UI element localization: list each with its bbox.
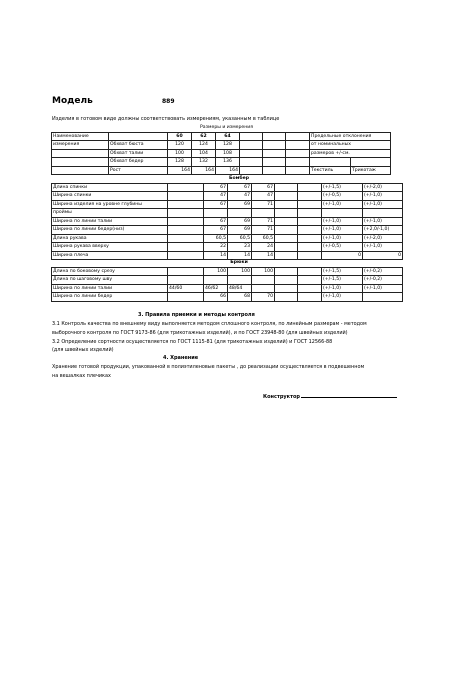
- row-label: Обхват талии: [109, 149, 168, 158]
- bomber-table: [51, 175, 403, 260]
- cell-value: 164: [168, 166, 192, 175]
- cell: [168, 267, 204, 276]
- cell: [275, 209, 298, 218]
- cell: [168, 243, 204, 252]
- cell-value: 128: [216, 141, 240, 150]
- cell-value: 71: [252, 200, 275, 209]
- cell-value: 67: [252, 183, 275, 192]
- cell: [275, 234, 298, 243]
- name-label: Наименование: [52, 132, 109, 141]
- para-3-1-line2: выборочного контроля по ГОСТ 9173-86 (для трикотажных изделий), и по ГОСТ 23948-80 (для швейных изделий): [52, 330, 348, 336]
- cell: [168, 226, 204, 235]
- cell: [168, 200, 204, 209]
- table-row: [52, 200, 403, 209]
- cell-value: [204, 276, 228, 285]
- tolerance-textile: (+/-1,5): [322, 267, 363, 276]
- cell-value: [252, 276, 275, 285]
- cell-value: 69: [228, 200, 252, 209]
- row-label: Длина по шаговому шву: [52, 276, 168, 285]
- signature-underline: [301, 392, 397, 398]
- para-3-2-line1: 3.2 Определение сортности осуществляется по ГОСТ 1115-81 (для трикотажных изделий) и ГОСТ 12566-88: [52, 339, 333, 345]
- cell-value: 100: [204, 267, 228, 276]
- cell-value: 67: [204, 183, 228, 192]
- tolerance-knit: (+/-1,0): [363, 192, 403, 201]
- tolerance-knit: 0: [363, 251, 403, 260]
- tolerance-textile: (+/-1,0): [322, 293, 363, 302]
- bomber-title: Бомбер: [228, 176, 250, 181]
- cell-value: 14: [228, 251, 252, 260]
- tolerance-line2: от номинальных: [310, 141, 391, 150]
- row-label: Длина по боковому срезу: [52, 267, 168, 276]
- cell: [168, 183, 204, 192]
- pants-table: [51, 259, 403, 302]
- tolerance-textile: (+/-1,0): [322, 284, 363, 293]
- row-label: Ширина по линии талии: [52, 217, 168, 226]
- cell-value: 60,5: [204, 234, 228, 243]
- para-3-2-line2: (для швейных изделий): [52, 347, 114, 353]
- tolerance-knit: (+/-0,2): [363, 276, 403, 285]
- cell: [252, 284, 275, 293]
- cell: [168, 209, 204, 218]
- model-number: 889: [162, 98, 175, 105]
- tolerance-textile: [322, 209, 363, 218]
- cell: [298, 276, 322, 285]
- cell: [168, 192, 204, 201]
- cell: [275, 276, 298, 285]
- row-label: проймы: [52, 209, 168, 218]
- constructor-signature-line: [263, 392, 397, 400]
- sizes-table: [51, 124, 391, 175]
- row-label: Обхват бюста: [109, 141, 168, 150]
- cell-value: 67: [204, 217, 228, 226]
- sizes-caption: Размеры и измерения: [200, 125, 253, 130]
- cell: [275, 267, 298, 276]
- cell: [298, 267, 322, 276]
- row-label: Длина рукава: [52, 234, 168, 243]
- row-label: Рост: [109, 166, 168, 175]
- tolerance-textile: (+/-1,0): [322, 200, 363, 209]
- table-row: [52, 217, 403, 226]
- tolerance-knit: (+/-2,0): [363, 234, 403, 243]
- constructor-label: Конструктор: [263, 394, 300, 400]
- tolerance-textile: (+/-1,0): [322, 234, 363, 243]
- cell-value: 60,5: [228, 234, 252, 243]
- table-row: [52, 284, 403, 293]
- cell: [168, 276, 204, 285]
- cell-value: 69: [228, 226, 252, 235]
- storage-line1: Хранение готовой продукции, упакованной в полиэтиленовые пакеты , до реализации осуществляется в подвешенном: [52, 364, 365, 370]
- acceptance-title: 3. Правила приемки и методы контроля: [138, 312, 255, 318]
- cell: [275, 293, 298, 302]
- cell: [275, 226, 298, 235]
- tolerance-knit: (+/-2,0): [363, 183, 403, 192]
- tolerance-textile: (+/-0,5): [322, 192, 363, 201]
- cell-value: 100: [228, 267, 252, 276]
- table-row: [52, 183, 403, 192]
- tolerance-label: Предельные отклонения: [310, 132, 391, 141]
- cell-value: [252, 209, 275, 218]
- cell-value: 71: [252, 217, 275, 226]
- cell: [298, 293, 322, 302]
- cell-value: 46/62: [204, 284, 228, 293]
- table-row: [52, 243, 403, 252]
- size-64: 64: [216, 132, 240, 141]
- tolerance-knit: (+/-1,0): [363, 284, 403, 293]
- row-label: Ширина спинки: [52, 192, 168, 201]
- cell-value: 132: [192, 158, 216, 167]
- storage-title: 4. Хранение: [163, 355, 199, 361]
- tolerance-knit: (+/-0,2): [363, 267, 403, 276]
- tolerance-knit: (+2,0/-1,0): [363, 226, 403, 235]
- cell-value: 47: [228, 192, 252, 201]
- tolerance-knit: (+/-1,0): [363, 243, 403, 252]
- tolerance-textile: 0: [322, 251, 363, 260]
- table-row: [52, 267, 403, 276]
- cell-value: [228, 209, 252, 218]
- row-label: Ширина по линии талии: [52, 284, 168, 293]
- cell-value: 124: [192, 141, 216, 150]
- row-label: Ширина рукава вверху: [52, 243, 168, 252]
- size-60: 60: [168, 132, 192, 141]
- cell: [275, 284, 298, 293]
- row-label: Ширина по линии бедер(низ): [52, 226, 168, 235]
- tolerance-line3: размеров +/-см.: [310, 149, 391, 158]
- tolerance-knit: (+/-1,0): [363, 200, 403, 209]
- cell-value: 66: [204, 293, 228, 302]
- table-row: [52, 192, 403, 201]
- table-row: [52, 234, 403, 243]
- cell-value: 47: [204, 192, 228, 201]
- cell-value: 70: [252, 293, 275, 302]
- cell-value: 120: [168, 141, 192, 150]
- cell: [298, 192, 322, 201]
- cell-value: 60,5: [252, 234, 275, 243]
- tolerance-textile: (+/-0,5): [322, 243, 363, 252]
- row-label: Обхват бедер: [109, 158, 168, 167]
- row-label: Ширина плеча: [52, 251, 168, 260]
- cell: [298, 183, 322, 192]
- col-textile: Текстиль: [310, 166, 351, 175]
- cell-value: [204, 209, 228, 218]
- table-row: [52, 293, 403, 302]
- cell-value: 104: [192, 149, 216, 158]
- cell: [298, 284, 322, 293]
- cell-value: 136: [216, 158, 240, 167]
- cell-value: 69: [228, 217, 252, 226]
- tolerance-textile: (+/-1,0): [322, 226, 363, 235]
- cell-value: 44/60: [168, 284, 204, 293]
- table-row: [52, 276, 403, 285]
- cell: [298, 243, 322, 252]
- cell: [275, 192, 298, 201]
- cell-value: 23: [228, 243, 252, 252]
- cell: [168, 293, 204, 302]
- cell-value: 164: [216, 166, 240, 175]
- cell-value: 24: [252, 243, 275, 252]
- table-row: [52, 209, 403, 218]
- pants-title: Брюки: [230, 260, 248, 265]
- cell: [275, 183, 298, 192]
- cell: [298, 226, 322, 235]
- cell: [298, 200, 322, 209]
- tolerance-textile: (+/-1,5): [322, 183, 363, 192]
- cell-value: 22: [204, 243, 228, 252]
- row-label: Ширина изделия на уровне глубины: [52, 200, 168, 209]
- cell-value: 71: [252, 226, 275, 235]
- cell: [298, 209, 322, 218]
- cell: [298, 234, 322, 243]
- measure-label: измерения: [52, 141, 109, 150]
- cell-value: 67: [204, 226, 228, 235]
- cell-value: 164: [192, 166, 216, 175]
- cell-value: 67: [228, 183, 252, 192]
- cell: [298, 217, 322, 226]
- cell-value: [228, 276, 252, 285]
- tolerance-knit: [363, 293, 403, 302]
- cell-value: 108: [216, 149, 240, 158]
- cell-value: 14: [204, 251, 228, 260]
- cell: [275, 200, 298, 209]
- col-knit: Трикотаж: [351, 166, 391, 175]
- cell-value: 48/64: [228, 284, 252, 293]
- tolerance-textile: (+/-1,0): [322, 217, 363, 226]
- cell: [168, 217, 204, 226]
- cell-value: 128: [168, 158, 192, 167]
- cell-value: 100: [252, 267, 275, 276]
- tolerance-knit: [363, 209, 403, 218]
- cell-value: 47: [252, 192, 275, 201]
- storage-line2: на вешалках плечиках: [52, 373, 111, 379]
- intro-text: Изделия в готовом виде должны соответствовать измерениям, указанным в таблице: [52, 116, 280, 122]
- cell-value: 67: [204, 200, 228, 209]
- row-label: Ширина по линии бедер: [52, 293, 168, 302]
- tolerance-textile: (+/-1,5): [322, 276, 363, 285]
- cell: [168, 234, 204, 243]
- cell-value: 14: [252, 251, 275, 260]
- row-label: Длина спинки: [52, 183, 168, 192]
- para-3-1-line1: 3.1 Контроль качества по внешнему виду выполняется методом сплошного контроля, по линейным размерам - методом: [52, 321, 367, 327]
- cell: [275, 217, 298, 226]
- model-label: Модель: [52, 96, 93, 106]
- size-62: 62: [192, 132, 216, 141]
- cell-value: 68: [228, 293, 252, 302]
- tolerance-knit: (+/-1,0): [363, 217, 403, 226]
- cell: [275, 243, 298, 252]
- cell-value: 100: [168, 149, 192, 158]
- table-row: [52, 226, 403, 235]
